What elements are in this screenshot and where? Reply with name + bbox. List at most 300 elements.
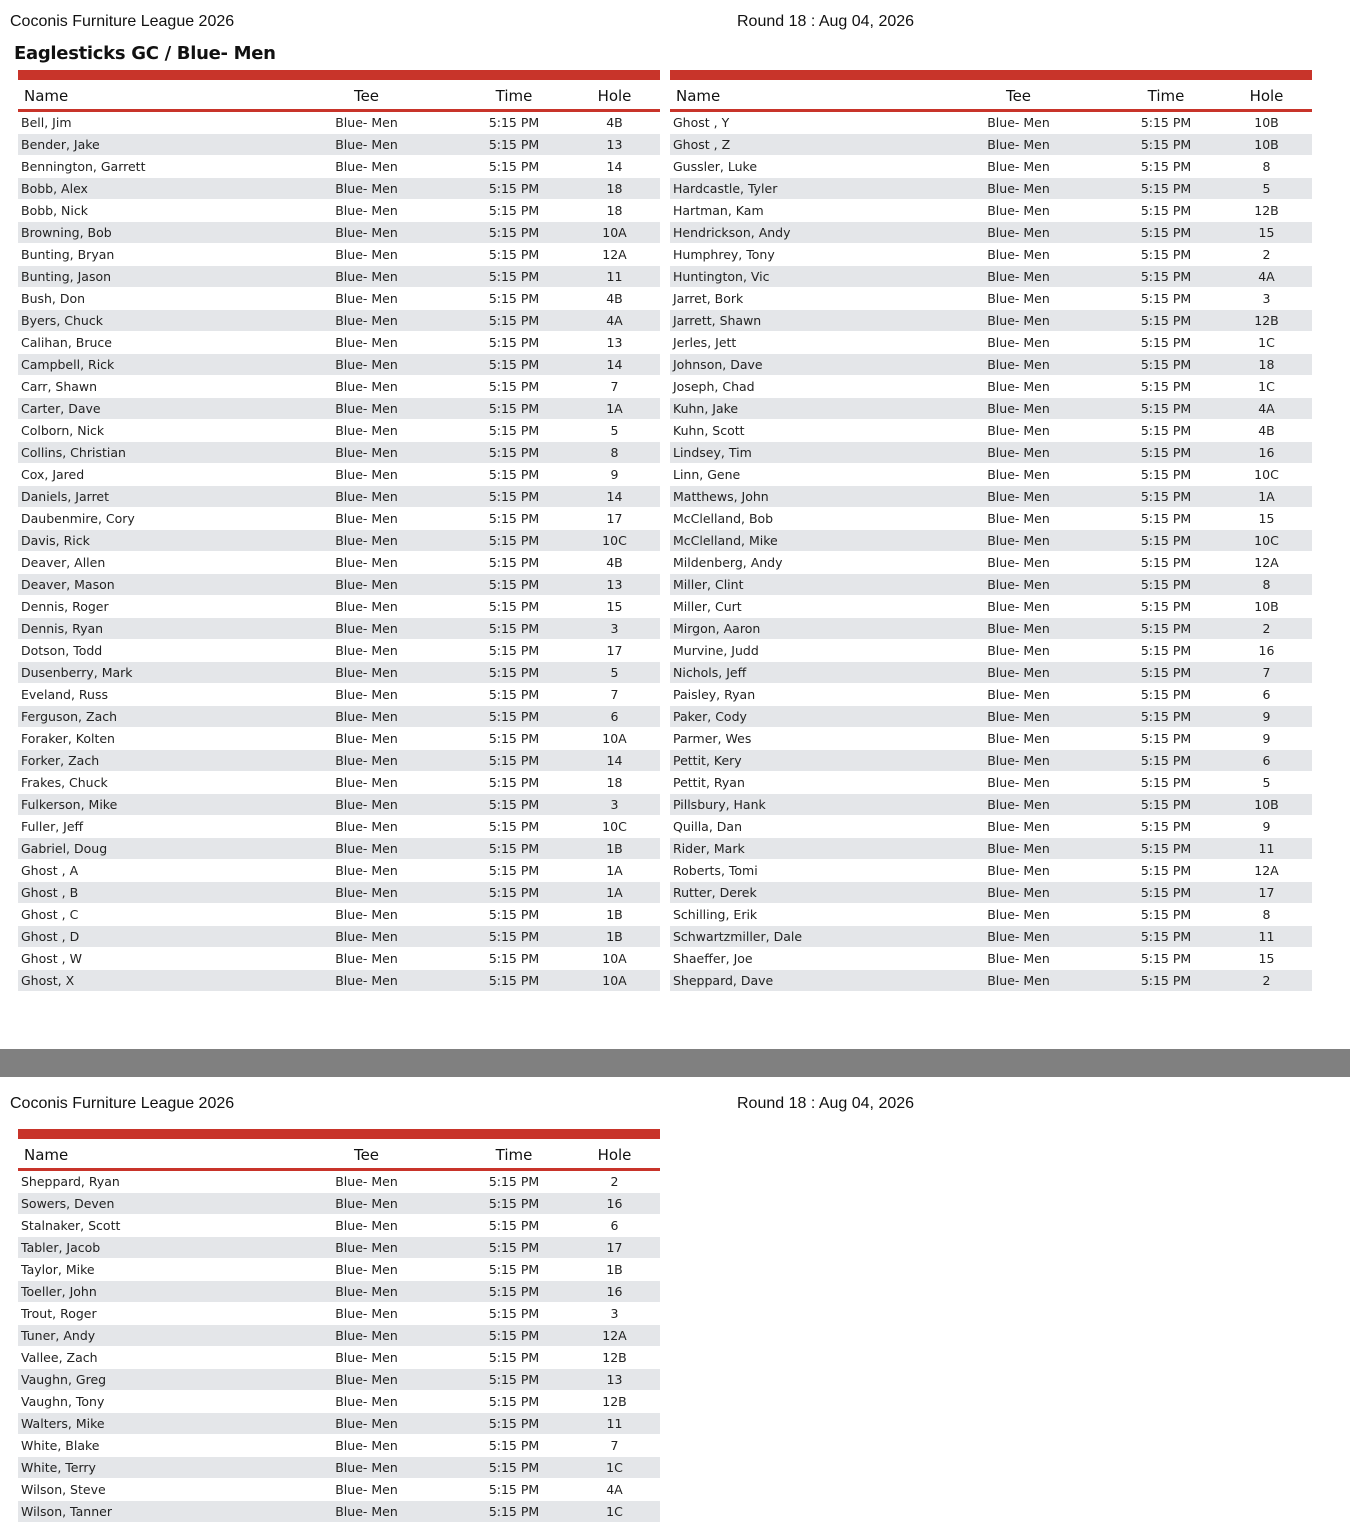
hole-cell: 10C <box>602 533 627 548</box>
tee-cell: Blue- Men <box>335 555 398 570</box>
player-name: Byers, Chuck <box>21 313 103 328</box>
player-name: Carter, Dave <box>21 401 101 416</box>
player-name: Frakes, Chuck <box>21 775 108 790</box>
player-name: Davis, Rick <box>21 533 90 548</box>
tee-cell: Blue- Men <box>987 489 1050 504</box>
table-row <box>18 222 660 244</box>
time-cell: 5:15 PM <box>488 247 540 262</box>
player-name: Walters, Mike <box>21 1416 105 1431</box>
table-row <box>18 266 660 288</box>
hole-cell: 8 <box>1262 577 1271 592</box>
time-cell: 5:15 PM <box>1140 401 1192 416</box>
hole-cell: 12B <box>1254 313 1279 328</box>
hole-cell: 3 <box>610 621 619 636</box>
table-row <box>18 1281 660 1303</box>
time-cell: 5:15 PM <box>488 731 540 746</box>
player-name: Kuhn, Scott <box>673 423 745 438</box>
player-name: Fuller, Jeff <box>21 819 84 834</box>
time-cell: 5:15 PM <box>1140 863 1192 878</box>
table-header <box>18 80 660 112</box>
table-row <box>18 948 660 970</box>
table-row <box>670 442 1312 464</box>
player-name: Bender, Jake <box>21 137 100 152</box>
tee-cell: Blue- Men <box>335 313 398 328</box>
player-name: McClelland, Mike <box>673 533 778 548</box>
player-name: Bell, Jim <box>21 115 72 130</box>
table-row <box>18 200 660 222</box>
hole-cell: 1B <box>606 907 623 922</box>
time-cell: 5:15 PM <box>488 269 540 284</box>
tee-cell: Blue- Men <box>335 533 398 548</box>
player-name: Foraker, Kolten <box>21 731 115 746</box>
hole-cell: 12A <box>602 247 627 262</box>
hole-cell: 7 <box>610 1438 619 1453</box>
tee-cell: Blue- Men <box>987 533 1050 548</box>
table-row <box>18 662 660 684</box>
player-name: Dotson, Todd <box>21 643 103 658</box>
table-row <box>670 750 1312 772</box>
table-row <box>18 156 660 178</box>
table-row <box>670 530 1312 552</box>
player-name: Hartman, Kam <box>673 203 764 218</box>
tee-cell: Blue- Men <box>335 511 398 526</box>
time-cell: 5:15 PM <box>488 1416 540 1431</box>
hole-cell: 1C <box>1258 335 1275 350</box>
time-cell: 5:15 PM <box>488 137 540 152</box>
tee-cell: Blue- Men <box>987 445 1050 460</box>
player-name: Collins, Christian <box>21 445 126 460</box>
player-name: Toeller, John <box>21 1284 97 1299</box>
time-cell: 5:15 PM <box>1140 357 1192 372</box>
hole-cell: 1A <box>1258 489 1275 504</box>
player-name: McClelland, Bob <box>673 511 774 526</box>
time-cell: 5:15 PM <box>488 621 540 636</box>
hole-cell: 10B <box>1254 137 1279 152</box>
table-row <box>670 794 1312 816</box>
player-name: Vaughn, Tony <box>21 1394 105 1409</box>
col-header-name: Name <box>24 87 69 105</box>
time-cell: 5:15 PM <box>488 335 540 350</box>
time-cell: 5:15 PM <box>488 1174 540 1189</box>
player-name: Schwartzmiller, Dale <box>673 929 803 944</box>
tee-cell: Blue- Men <box>335 247 398 262</box>
table-row <box>18 332 660 354</box>
time-cell: 5:15 PM <box>488 1438 540 1453</box>
time-cell: 5:15 PM <box>1140 731 1192 746</box>
player-name: White, Blake <box>21 1438 100 1453</box>
tee-cell: Blue- Men <box>987 203 1050 218</box>
player-name: Paisley, Ryan <box>673 687 756 702</box>
player-name: Daniels, Jarret <box>21 489 110 504</box>
time-cell: 5:15 PM <box>1140 115 1192 130</box>
table-row <box>670 596 1312 618</box>
player-name: Ghost , B <box>21 885 79 900</box>
hole-cell: 4B <box>606 555 623 570</box>
hole-cell: 4A <box>1258 401 1275 416</box>
time-cell: 5:15 PM <box>1140 841 1192 856</box>
tee-cell: Blue- Men <box>335 951 398 966</box>
player-name: Bobb, Alex <box>21 181 88 196</box>
col-header-time: Time <box>495 1146 533 1164</box>
hole-cell: 17 <box>1258 885 1275 900</box>
tee-cell: Blue- Men <box>987 951 1050 966</box>
table-header <box>670 80 1312 112</box>
tee-cell: Blue- Men <box>335 203 398 218</box>
tee-cell: Blue- Men <box>987 423 1050 438</box>
time-cell: 5:15 PM <box>1140 577 1192 592</box>
hole-cell: 1B <box>606 929 623 944</box>
player-name: Carr, Shawn <box>21 379 98 394</box>
tee-cell: Blue- Men <box>335 137 398 152</box>
tee-cell: Blue- Men <box>335 643 398 658</box>
tee-cell: Blue- Men <box>335 775 398 790</box>
table-row <box>18 1501 660 1523</box>
hole-cell: 18 <box>1258 357 1275 372</box>
time-cell: 5:15 PM <box>488 775 540 790</box>
hole-cell: 5 <box>610 423 619 438</box>
hole-cell: 18 <box>606 775 623 790</box>
table-row <box>670 332 1312 354</box>
hole-cell: 17 <box>606 511 623 526</box>
table-row <box>670 508 1312 530</box>
tee-cell: Blue- Men <box>987 357 1050 372</box>
player-name: Bunting, Bryan <box>21 247 115 262</box>
table-row <box>18 1413 660 1435</box>
hole-cell: 3 <box>610 797 619 812</box>
player-name: Deaver, Mason <box>21 577 115 592</box>
tee-cell: Blue- Men <box>987 775 1050 790</box>
table-row <box>18 420 660 442</box>
time-cell: 5:15 PM <box>488 973 540 988</box>
hole-cell: 13 <box>606 137 623 152</box>
page-2 <box>0 1077 1350 1540</box>
time-cell: 5:15 PM <box>1140 621 1192 636</box>
player-name: Ferguson, Zach <box>21 709 118 724</box>
table-row <box>18 1171 660 1193</box>
tee-cell: Blue- Men <box>335 159 398 174</box>
time-cell: 5:15 PM <box>488 709 540 724</box>
tee-cell: Blue- Men <box>987 863 1050 878</box>
table-body <box>670 112 1312 992</box>
table-row <box>18 1259 660 1281</box>
hole-cell: 16 <box>1258 643 1275 658</box>
table-row <box>18 1369 660 1391</box>
hole-cell: 1B <box>606 1262 623 1277</box>
player-name: Dusenberry, Mark <box>21 665 133 680</box>
league-title: Coconis Furniture League 2026 <box>10 13 235 30</box>
player-name: Sheppard, Ryan <box>21 1174 120 1189</box>
player-name: White, Terry <box>21 1460 96 1475</box>
player-name: Fulkerson, Mike <box>21 797 118 812</box>
hole-cell: 12B <box>602 1394 627 1409</box>
tee-cell: Blue- Men <box>335 621 398 636</box>
table-row <box>18 1435 660 1457</box>
time-cell: 5:15 PM <box>488 1284 540 1299</box>
time-cell: 5:15 PM <box>1140 555 1192 570</box>
tee-cell: Blue- Men <box>987 115 1050 130</box>
tee-cell: Blue- Men <box>335 687 398 702</box>
time-cell: 5:15 PM <box>1140 951 1192 966</box>
hole-cell: 14 <box>606 489 623 504</box>
table-row <box>18 464 660 486</box>
time-cell: 5:15 PM <box>488 357 540 372</box>
time-cell: 5:15 PM <box>488 1196 540 1211</box>
col-header-time: Time <box>1147 87 1185 105</box>
tee-cell: Blue- Men <box>335 269 398 284</box>
tee-cell: Blue- Men <box>987 291 1050 306</box>
tee-time-table-right <box>670 70 1312 992</box>
time-cell: 5:15 PM <box>488 423 540 438</box>
col-header-time: Time <box>495 87 533 105</box>
tee-cell: Blue- Men <box>987 973 1050 988</box>
time-cell: 5:15 PM <box>488 1350 540 1365</box>
hole-cell: 1A <box>606 863 623 878</box>
time-cell: 5:15 PM <box>1140 489 1192 504</box>
time-cell: 5:15 PM <box>1140 511 1192 526</box>
player-name: Huntington, Vic <box>673 269 770 284</box>
time-cell: 5:15 PM <box>488 907 540 922</box>
hole-cell: 18 <box>606 203 623 218</box>
tee-cell: Blue- Men <box>335 379 398 394</box>
time-cell: 5:15 PM <box>1140 379 1192 394</box>
time-cell: 5:15 PM <box>1140 291 1192 306</box>
table-row <box>670 662 1312 684</box>
player-name: Stalnaker, Scott <box>21 1218 121 1233</box>
time-cell: 5:15 PM <box>1140 907 1192 922</box>
table-row <box>18 1457 660 1479</box>
tee-cell: Blue- Men <box>335 577 398 592</box>
round-date: Round 18 : Aug 04, 2026 <box>737 13 915 30</box>
table-body <box>18 112 660 992</box>
hole-cell: 4A <box>606 1482 623 1497</box>
player-name: Colborn, Nick <box>21 423 105 438</box>
hole-cell: 5 <box>1262 181 1271 196</box>
tee-cell: Blue- Men <box>335 973 398 988</box>
hole-cell: 2 <box>1262 621 1271 636</box>
table-row <box>18 794 660 816</box>
hole-cell: 7 <box>610 379 619 394</box>
hole-cell: 4B <box>606 291 623 306</box>
tee-cell: Blue- Men <box>987 731 1050 746</box>
player-name: Jarrett, Shawn <box>673 313 762 328</box>
table-row <box>670 552 1312 574</box>
table-row <box>18 134 660 156</box>
hole-cell: 1C <box>1258 379 1275 394</box>
time-cell: 5:15 PM <box>1140 665 1192 680</box>
table-row <box>670 376 1312 398</box>
hole-cell: 11 <box>606 269 623 284</box>
time-cell: 5:15 PM <box>1140 885 1192 900</box>
tee-cell: Blue- Men <box>335 1174 398 1189</box>
time-cell: 5:15 PM <box>1140 775 1192 790</box>
time-cell: 5:15 PM <box>488 445 540 460</box>
hole-cell: 15 <box>1258 225 1275 240</box>
table-row <box>670 904 1312 926</box>
hole-cell: 13 <box>606 577 623 592</box>
tee-cell: Blue- Men <box>987 335 1050 350</box>
hole-cell: 10B <box>1254 797 1279 812</box>
player-name: Kuhn, Jake <box>673 401 739 416</box>
time-cell: 5:15 PM <box>488 489 540 504</box>
time-cell: 5:15 PM <box>488 599 540 614</box>
hole-cell: 2 <box>1262 973 1271 988</box>
tee-cell: Blue- Men <box>335 1438 398 1453</box>
hole-cell: 7 <box>1262 665 1271 680</box>
tee-cell: Blue- Men <box>335 1240 398 1255</box>
hole-cell: 12A <box>1254 555 1279 570</box>
table-row <box>18 508 660 530</box>
tee-cell: Blue- Men <box>987 577 1050 592</box>
time-cell: 5:15 PM <box>488 819 540 834</box>
tee-cell: Blue- Men <box>987 313 1050 328</box>
tee-cell: Blue- Men <box>335 181 398 196</box>
player-name: Deaver, Allen <box>21 555 106 570</box>
player-name: Vallee, Zach <box>21 1350 98 1365</box>
tee-cell: Blue- Men <box>335 357 398 372</box>
table-row <box>670 156 1312 178</box>
table-row <box>18 552 660 574</box>
table-row <box>670 772 1312 794</box>
table-row <box>670 178 1312 200</box>
table-row <box>18 618 660 640</box>
tee-cell: Blue- Men <box>987 643 1050 658</box>
time-cell: 5:15 PM <box>1140 247 1192 262</box>
time-cell: 5:15 PM <box>488 885 540 900</box>
table-row <box>670 926 1312 948</box>
table-row <box>670 574 1312 596</box>
player-name: Hardcastle, Tyler <box>673 181 778 196</box>
player-name: Pettit, Ryan <box>673 775 745 790</box>
time-cell: 5:15 PM <box>1140 709 1192 724</box>
tee-cell: Blue- Men <box>987 159 1050 174</box>
tee-cell: Blue- Men <box>987 841 1050 856</box>
hole-cell: 16 <box>1258 445 1275 460</box>
hole-cell: 12A <box>1254 863 1279 878</box>
hole-cell: 2 <box>1262 247 1271 262</box>
player-name: Pettit, Kery <box>673 753 742 768</box>
time-cell: 5:15 PM <box>1140 203 1192 218</box>
hole-cell: 15 <box>606 599 623 614</box>
hole-cell: 1B <box>606 841 623 856</box>
time-cell: 5:15 PM <box>488 1218 540 1233</box>
hole-cell: 17 <box>606 643 623 658</box>
player-name: Ghost, X <box>21 973 75 988</box>
tee-cell: Blue- Men <box>987 247 1050 262</box>
tee-cell: Blue- Men <box>335 841 398 856</box>
player-name: Matthews, John <box>673 489 769 504</box>
player-name: Johnson, Dave <box>673 357 763 372</box>
hole-cell: 9 <box>1262 709 1271 724</box>
tee-cell: Blue- Men <box>987 819 1050 834</box>
tee-cell: Blue- Men <box>335 1394 398 1409</box>
player-name: Joseph, Chad <box>673 379 755 394</box>
table-top-bar <box>18 70 660 80</box>
table-row <box>670 618 1312 640</box>
table-row <box>670 244 1312 266</box>
tee-time-table-left <box>18 70 660 992</box>
player-name: Bobb, Nick <box>21 203 88 218</box>
time-cell: 5:15 PM <box>488 1240 540 1255</box>
col-header-tee: Tee <box>353 1146 380 1164</box>
player-name: Bunting, Jason <box>21 269 112 284</box>
time-cell: 5:15 PM <box>1140 225 1192 240</box>
hole-cell: 14 <box>606 357 623 372</box>
col-header-hole: Hole <box>1249 87 1284 105</box>
hole-cell: 16 <box>606 1284 623 1299</box>
hole-cell: 5 <box>610 665 619 680</box>
player-name: Murvine, Judd <box>673 643 759 658</box>
table-row <box>18 838 660 860</box>
player-name: Humphrey, Tony <box>673 247 775 262</box>
tee-cell: Blue- Men <box>987 709 1050 724</box>
table-row <box>670 464 1312 486</box>
table-row <box>670 486 1312 508</box>
hole-cell: 1A <box>606 401 623 416</box>
tee-cell: Blue- Men <box>987 907 1050 922</box>
table-row <box>18 288 660 310</box>
player-name: Ghost , C <box>21 907 79 922</box>
time-cell: 5:15 PM <box>1140 269 1192 284</box>
time-cell: 5:15 PM <box>488 379 540 394</box>
tee-cell: Blue- Men <box>335 797 398 812</box>
time-cell: 5:15 PM <box>488 291 540 306</box>
player-name: Quilla, Dan <box>673 819 742 834</box>
hole-cell: 13 <box>606 1372 623 1387</box>
time-cell: 5:15 PM <box>488 951 540 966</box>
hole-cell: 11 <box>1258 929 1275 944</box>
player-name: Gabriel, Doug <box>21 841 108 856</box>
table-row <box>18 816 660 838</box>
tee-cell: Blue- Men <box>335 863 398 878</box>
tee-cell: Blue- Men <box>335 401 398 416</box>
player-name: Shaeffer, Joe <box>673 951 753 966</box>
player-name: Rutter, Derek <box>673 885 757 900</box>
player-name: Tuner, Andy <box>21 1328 96 1343</box>
player-name: Schilling, Erik <box>673 907 758 922</box>
table-body <box>18 1171 660 1523</box>
tee-cell: Blue- Men <box>987 555 1050 570</box>
hole-cell: 16 <box>606 1196 623 1211</box>
player-name: Eveland, Russ <box>21 687 108 702</box>
tee-cell: Blue- Men <box>335 665 398 680</box>
tee-cell: Blue- Men <box>987 225 1050 240</box>
hole-cell: 1C <box>606 1460 623 1475</box>
player-name: Vaughn, Greg <box>21 1372 107 1387</box>
player-name: Forker, Zach <box>21 753 100 768</box>
hole-cell: 9 <box>1262 819 1271 834</box>
time-cell: 5:15 PM <box>1140 643 1192 658</box>
table-header <box>18 1139 660 1171</box>
table-row <box>18 1391 660 1413</box>
tee-cell: Blue- Men <box>335 709 398 724</box>
player-name: Bush, Don <box>21 291 86 306</box>
table-row <box>18 354 660 376</box>
player-name: Rider, Mark <box>673 841 745 856</box>
col-header-name: Name <box>24 1146 69 1164</box>
table-row <box>670 706 1312 728</box>
player-name: Sheppard, Dave <box>673 973 774 988</box>
tee-cell: Blue- Men <box>987 599 1050 614</box>
table-row <box>670 728 1312 750</box>
hole-cell: 10B <box>1254 599 1279 614</box>
hole-cell: 5 <box>1262 775 1271 790</box>
table-row <box>18 1479 660 1501</box>
time-cell: 5:15 PM <box>488 929 540 944</box>
hole-cell: 8 <box>1262 907 1271 922</box>
time-cell: 5:15 PM <box>488 665 540 680</box>
time-cell: 5:15 PM <box>488 511 540 526</box>
time-cell: 5:15 PM <box>1140 137 1192 152</box>
